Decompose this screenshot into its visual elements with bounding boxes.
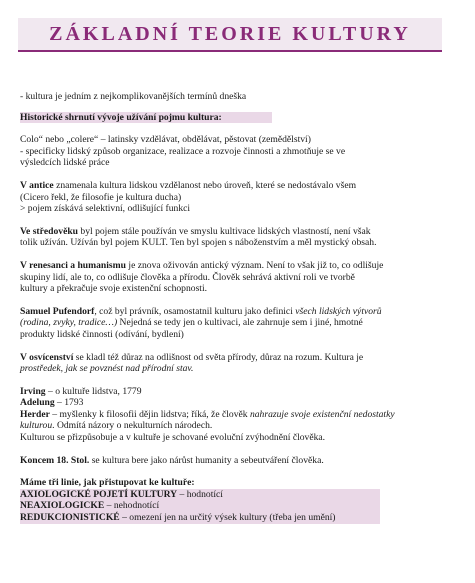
stredovek-line-2: tolik užíván. Užíván byl pojem KULT. Ten byl spojen s náboženstvím a měl mystický obsah. [20,237,377,249]
antika-line-2: (Cicero řekl, že filosofie je kultura ducha) [20,191,182,203]
intro-line: - kultura je jedním z nejkomplikovanějších termínů dneška [20,91,247,102]
renesance-line-2: skupiny lidí, ale to, co odlišuje člověka a přírodu. Člověk sehrává aktivní roli ve tvorbě [20,271,355,283]
colo-line-2: - specificky lidský způsob organizace, realizace a rozvoje činnosti a zhmotňuje se ve [20,145,346,157]
osvicenstvi-line-1: V osvícenství se kladl též důraz na odlišnost od světa přírody, důraz na rozum. Kultura je [20,351,364,363]
osvicenstvi-line-2: prostředek, jak se povznést nad přírodní stav. [20,363,194,375]
herder-line-1: Herder – myšlenky k filosofii dějin lidstva; říká, že člověk nahrazuje svoje existenční nedostatky [20,408,395,420]
renesance-line-1: V renesanci a humanismu je znova oživován antický význam. Není to však již to, co odlišuje [20,259,384,271]
linie-item-neaxiologicke: NEAXIOLOGICKE – nehodnotící [20,500,380,512]
antika-line-1: V antice znamenala kultura lidskou vzdělanost nebo úroveň, které se nedostávalo všem [20,179,357,191]
stredovek-line-1: Ve středověku byl pojem stále používán ve smyslu kultivace lidských vlastností, není však [20,225,371,237]
pufendorf-line-1: Samuel Pufendorf, což byl právník, osamostatnil kulturu jako definici všech lidských výtvorů [20,305,382,317]
colo-line-1: Colo“ nebo „colere“ – latinsky vzdělávat, obdělávat, pěstovat (zemědělství) [20,134,311,146]
herder-line-2: kulturou. Odmítá názory o nekulturních národech. [20,420,213,432]
history-heading: Historické shrnutí vývoje užívání pojmu kultura: [20,112,272,124]
linie-item-axiologicke: AXIOLOGICKÉ POJETÍ KULTURY – hodnotící [20,489,380,501]
title-band [18,18,442,52]
pufendorf-line-2: (rodina, zvyky, tradice…) Nejedná se tedy jen o kultivaci, ale zahrnuje sem i jiné, hmotné [20,317,363,329]
renesance-line-3: kultury a překračuje svoje existenční schopnosti. [20,283,208,295]
linie-item-redukcionisticke: REDUKCIONISTICKÉ – omezení jen na určitý výsek kultury (třeba jen umění) [20,512,380,524]
adelung-line: Adelung – 1793 [20,397,84,409]
herder-line-3: Kulturou se přizpůsobuje a v kultuře je schované evoluční zvýhodnění člověka. [20,432,326,444]
pufendorf-line-3: produkty lidské činnosti (odívání, bydlení) [20,328,184,340]
page-title: ZÁKLADNÍ TEORIE KULTURY [49,22,411,45]
konec-line: Koncem 18. Stol. se kultura bere jako nárůst humanity a sebeutváření člověka. [20,454,324,466]
irving-line: Irving – o kultuře lidstva, 1779 [20,385,142,397]
linie-heading: Máme tři linie, jak přistupovat ke kultuře: [20,477,195,489]
antika-line-3: > pojem získává selektivní, odlišující funkci [20,203,191,215]
document-body [20,91,455,524]
colo-line-3: výsledcích lidské práce [20,157,110,169]
